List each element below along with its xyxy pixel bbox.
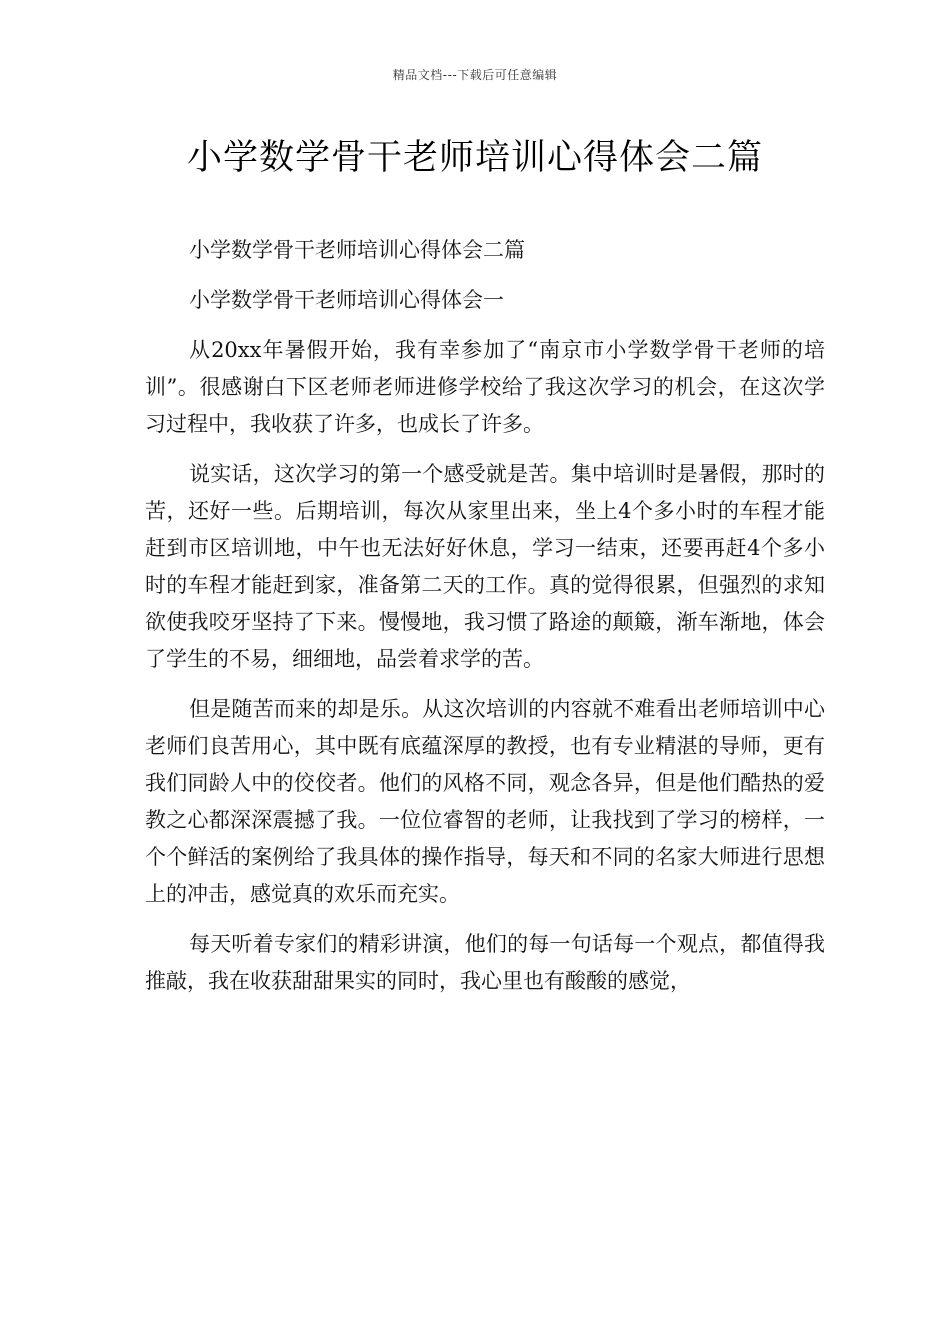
header-note: 精品文档---下载后可任意编辑 bbox=[392, 68, 558, 82]
paragraph: 从20xx年暑假开始，我有幸参加了“南京市小学数学骨干老师的培训”。很感谢白下区老师老师进修学校给了我这次学习的机会，在这次学习过程中，我收获了许多，也成长了许多。 bbox=[145, 338, 825, 436]
document-title: 小学数学骨干老师培训心得体会二篇 bbox=[186, 138, 763, 178]
paragraph: 但是随苦而来的却是乐。从这次培训的内容就不难看出老师培训中心老师们良苦用心，其中既有底蕴深厚的教授，也有专业精湛的导师，更有我们同龄人中的佼佼者。他们的风格不同，观念各异，但是他们酷热的爱教之心都深深震撼了我。一位位睿智的老师，让我找到了学习的榜样，一个个鲜活的案例给了我具体的操作指导，每天和不同的名家大师进行思想上的冲击，感觉真的欢乐而充实。 bbox=[145, 697, 825, 906]
paragraph: 说实话，这次学习的第一个感受就是苦。集中培训时是暑假，那时的苦，还好一些。后期培训，每次从家里出来，坐上4个多小时的车程才能赶到市区培训地，中午也无法好好休息，学习一结束，还要再赶4个多小时的车程才能赶到家，准备第二天的工作。真的觉得很累，但强烈的求知欲使我咬牙坚持了下来。慢慢地，我习惯了路途的颠簸，渐车渐地，体会了学生的不易，细细地，品尝着求学的苦。 bbox=[145, 462, 825, 671]
paragraph-subtitle: 小学数学骨干老师培训心得体会二篇 bbox=[189, 238, 525, 262]
document-body bbox=[145, 232, 825, 1000]
paragraph-section-heading: 小学数学骨干老师培训心得体会一 bbox=[189, 288, 504, 312]
paragraph: 每天听着专家们的精彩讲演，他们的每一句话每一个观点，都值得我推敲，我在收获甜甜果实的同时，我心里也有酸酸的感觉， bbox=[145, 932, 825, 993]
